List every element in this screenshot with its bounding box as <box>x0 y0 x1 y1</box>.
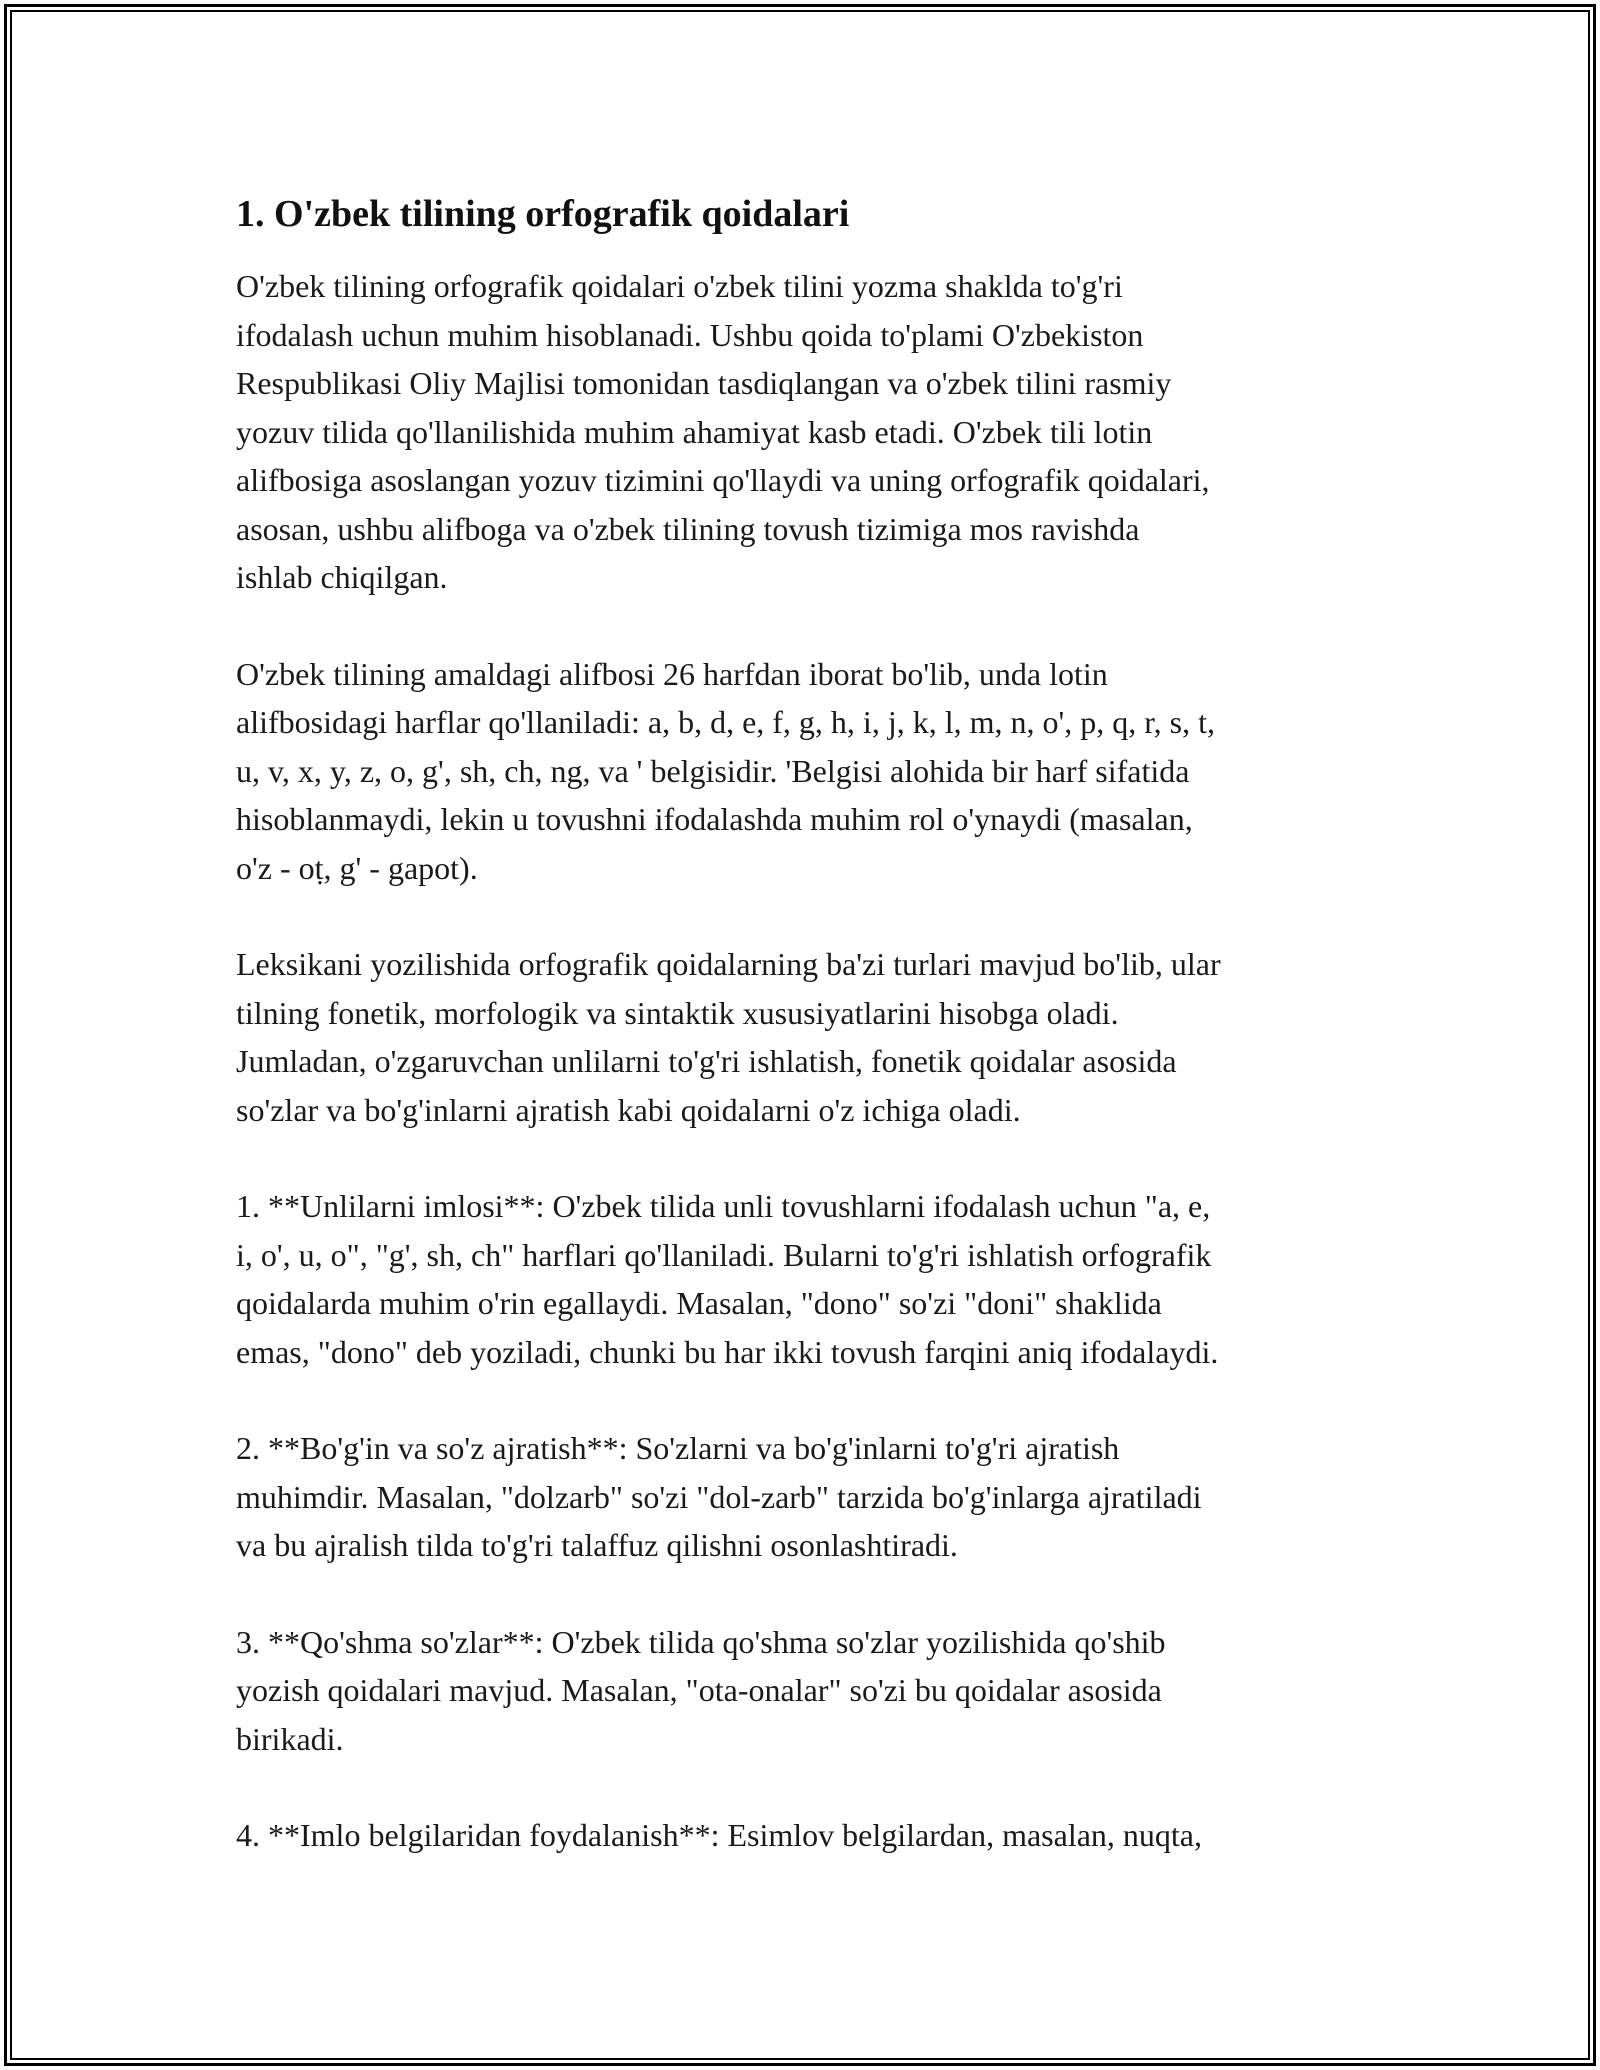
list-item-vowels: 1. **Unlilarni imlosi**: O'zbek tilida unli tovushlarni ifodalash uchun "a, e, i, o', u, o", "g', sh, ch" harflari qo'llaniladi. Bularni to'g'ri ishlatish orfografik qoidalarda muhim o'rin egallaydi. Masalan, "dono" so'zi "doni" shaklida emas, "dono" deb yoziladi, chunki bu har ikki tovush farqini aniq ifodalaydi. <box>236 1188 1219 1370</box>
paragraph-spacing <box>236 892 1376 940</box>
page-title: 1. O'zbek tilining orfografik qoidalari <box>236 193 850 235</box>
paragraph-spacing <box>236 602 1376 650</box>
list-item-syllables: 2. **Bo'g'in va so'z ajratish**: So'zlarni va bo'g'inlarni to'g'ri ajratish muhimdir. Masalan, "dolzarb" so'zi "dol-zarb" tarzida bo'g'inlarga ajratiladi va bu ajralish tilda to'g'ri talaffuz qilishni osonlashtiradi. <box>236 1430 1202 1563</box>
paragraph-intro: O'zbek tilining orfografik qoidalari o'zbek tilini yozma shaklda to'g'ri ifodalash uchun muhim hisoblanadi. Ushbu qoida to'plami O'zbekiston Respublikasi Oliy Majlisi tomonidan tasdiqlangan va o'zbek tilini rasmiy yozuv tilida qo'llanilishida muhim ahamiyat kasb etadi. O'zbek tili lotin alifbosiga asoslangan yozuv tizimini qo'llaydi va uning orfografik qoidalari, asosan, ushbu alifboga va o'zbek tilining tovush tizimiga mos ravishda ishlab chiqilgan. <box>236 268 1210 595</box>
paragraph-spacing <box>236 1134 1376 1182</box>
paragraph-spacing <box>236 1570 1376 1618</box>
list-item-punctuation: 4. **Imlo belgilaridan foydalanish**: Esimlov belgilardan, masalan, nuqta, <box>236 1817 1202 1853</box>
paragraph-spacing <box>236 1376 1376 1424</box>
paragraph-spacing <box>236 1763 1376 1811</box>
document-body <box>236 188 1376 1860</box>
paragraph-lexicon: Leksikani yozilishida orfografik qoidalarning ba'zi turlari mavjud bo'lib, ular tilning fonetik, morfologik va sintaktik xususiyatlarini hisobga oladi. Jumladan, o'zgaruvchan unlilarni to'g'ri ishlatish, fonetik qoidalar asosida so'zlar va bo'g'inlarni ajratish kabi qoidalarni o'z ichiga oladi. <box>236 946 1221 1128</box>
paragraph-alphabet: O'zbek tilining amaldagi alifbosi 26 harfdan iborat bo'lib, unda lotin alifbosidagi harflar qo'llaniladi: a, b, d, e, f, g, h, i, j, k, l, m, n, o', p, q, r, s, t, u, v, x, y, z, o, g', sh, ch, ng, va ' belgisidir. 'Belgisi alohida bir harf sifatida hisoblanmaydi, lekin u tovushni ifodalashda muhim rol o'ynaydi (masalan, o'z - oṭ, g' - gapot). <box>236 655 1215 886</box>
list-item-compound-words: 3. **Qo'shma so'zlar**: O'zbek tilida qo'shma so'zlar yozilishida qo'shib yozish qoidalari mavjud. Masalan, "ota-onalar" so'zi bu qoidalar asosida birikadi. <box>236 1623 1166 1757</box>
title-spacing <box>236 240 1376 262</box>
